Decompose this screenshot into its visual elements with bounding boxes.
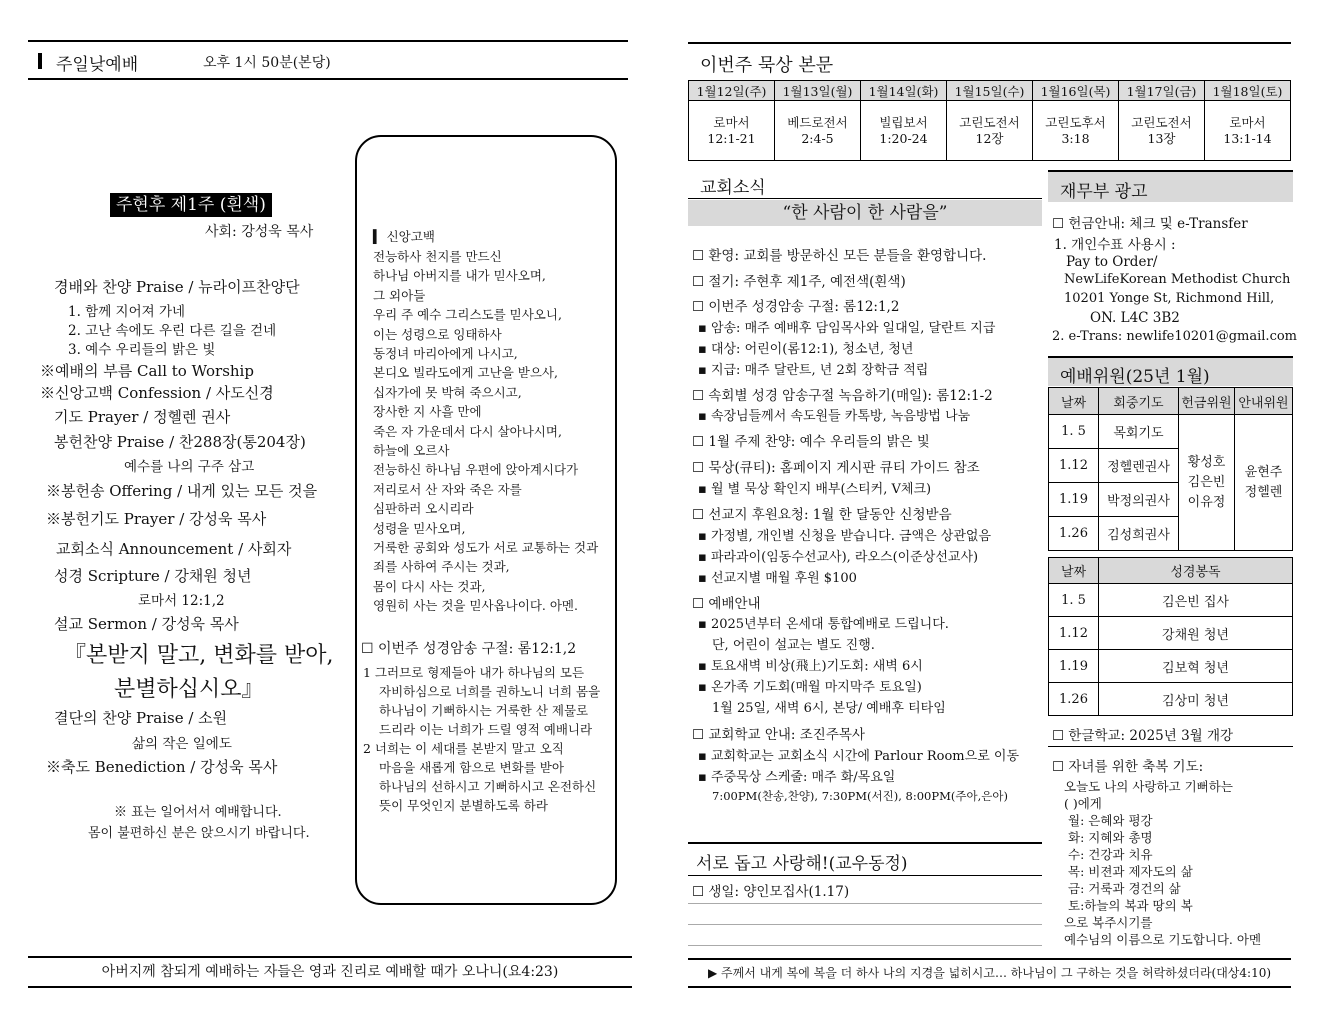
order-title: 주현후 제1주 (흰색) [110,193,272,217]
duty-date: 1.12 [1049,449,1099,483]
meditation-day: 1월13일(월) [775,81,861,101]
news-worship-bullet: ▪ 토요새벽 비상(飛上)기도회: 새벽 6시 [698,659,923,674]
bless-line: 화: 지혜와 총명 [1068,830,1153,845]
creed-title [373,227,435,245]
order-scripture: 성경 Scripture / 강채원 청년 [54,567,252,585]
finance-line: 1. 개인수표 사용시 : [1054,237,1176,253]
sermon-title-line2: 분별하십시오』 [114,677,264,702]
meditation-header [688,42,1291,82]
duty-col-header: 날짜 [1049,388,1099,415]
ref: 3:18 [1061,130,1090,146]
worship-time: 오후 1시 50분(본당) [203,55,331,71]
finance-line: Pay to Order/ [1066,254,1158,270]
creed-line: 본디오 빌라도에게 고난을 받으사, [373,365,558,381]
news-divider [688,198,1042,199]
meditation-day: 1월16일(목) [1033,81,1119,101]
creed-line: 하늘에 오르사 [373,443,450,458]
creed-line: 전능하신 하나님 우편에 앉아계시다가 [373,462,579,478]
ref: 13:1-14 [1223,130,1272,146]
reading-date: 1.12 [1049,617,1099,650]
creed-line: 거룩한 공회와 성도가 서로 교통하는 것과 [373,540,599,555]
book: 베드로전서 [787,114,848,130]
meditation-day: 1월17일(금) [1119,81,1205,101]
seated-note: 몸이 불편하신 분은 앉으시기 바랍니다. [88,826,310,841]
news-worship-note: 단, 어린이 설교는 별도 진행. [712,638,875,653]
bless-line: 예수님의 이름으로 기도합니다. 아멘 [1064,932,1262,947]
creed-line: 동정녀 마리아에게 나시고, [373,346,518,361]
creed-line: 죄를 사하여 주시는 것과, [373,559,510,575]
duty-offering: 김은빈 [1187,474,1226,490]
book: 고린도후서 [1045,114,1106,130]
order-hymn: 봉헌찬양 Praise / 찬288장(통204장) [54,433,306,451]
finance-line: ON. L4C 3B2 [1090,310,1180,326]
hangul-school: ☐ 한글학교: 2025년 3월 개강 [1052,728,1234,744]
news-mission-bullet: ▪ 가정별, 개인별 신청을 받습니다. 금액은 상관없음 [698,529,992,544]
meditation-title: 이번주 묵상 본문 [700,55,834,76]
duty-usher: 정헬렌 [1244,484,1283,500]
news-worship-bullet: ▪ 2025년부터 온세대 통합예배로 드립니다. [698,617,949,632]
memory-v2-line: 하나님의 선하시고 기뻐하시고 온전하신 [379,779,597,794]
memory-verse-head: ☐ 이번주 성경암송 구절: 롬12:1,2 [361,641,577,657]
duty-prayer: 박정의권사 [1099,483,1179,517]
bless-line: 토:하늘의 복과 땅의 복 [1068,898,1193,913]
meditation-day: 1월14일(화) [861,81,947,101]
worship-header [28,40,628,80]
duty-offering-cell [1179,415,1235,551]
reading-col-header: 날짜 [1049,558,1099,584]
decision-song: 삶의 작은 일에도 [132,736,232,752]
finance-title: 재무부 광고 [1060,182,1148,202]
praise-song-1: 1. 함께 지어져 가네 [68,304,186,320]
duty-prayer: 목회기도 [1099,415,1179,449]
meditation-day: 1월12일(주) [689,81,775,101]
duty-usher: 윤현주 [1244,464,1283,480]
order-offering: ※봉헌송 Offering / 내게 있는 모든 것을 [46,482,318,500]
memory-v1-line: 드리라 이는 너희가 드릴 영적 예배니라 [379,722,593,737]
news-theme: ☐ 1월 주제 찬양: 예수 우리들의 밝은 빛 [692,434,930,450]
praise-song-3: 3. 예수 우리들의 밝은 빛 [68,342,216,358]
reading-date: 1. 5 [1049,584,1099,617]
duty-offering: 이유정 [1187,494,1226,510]
duty-prayer: 정헬렌권사 [1099,449,1179,483]
meditation-text [1205,101,1291,161]
hymn-title: 예수를 나의 구주 삼고 [124,459,255,475]
news-memory-bullet: ▪ 지급: 매주 달란트, 년 2회 장학금 적립 [698,363,929,378]
blank-line [688,945,1042,946]
news-memory-bullet: ▪ 대상: 어린이(롬12:1), 청소년, 청년 [698,342,914,357]
news-worship-bullet: ▪ 온가족 기도회(매월 마지막주 토요일) [698,680,922,695]
right-footer-verse: ▶ 주께서 내게 복에 복을 더 하사 나의 지경을 넓히시고… 하나님이 그 구하는 것을 허락하셨더라(대상4:10) [688,958,1291,988]
news-qt: ☐ 묵상(큐티): 홈페이지 게시판 큐티 가이드 참조 [692,460,980,476]
ref: 12장 [975,130,1004,146]
memory-v1-line: 자비하심으로 너희를 권하노니 너희 몸을 [379,684,601,699]
duty-offering: 황성호 [1187,454,1226,470]
memory-v1-line: 1 그러므로 형제들아 내가 하나님의 모든 [363,665,585,680]
bless-line: 수: 건강과 치유 [1068,847,1153,862]
news-season: ☐ 절기: 주현후 제1주, 예전색(흰색) [692,274,906,290]
reading-date: 1.19 [1049,650,1099,683]
meditation-text [1033,101,1119,161]
creed-line: 영원히 사는 것을 믿사옵나이다. 아멘. [373,598,578,614]
news-school-bullet: ▪ 주중묵상 스케줄: 매주 화/목요일 [698,770,896,785]
news-worship-note: 1월 25일, 새벽 6시, 본당/ 예배후 티타임 [712,701,946,716]
standing-note: ※ 표는 일어서서 예배합니다. [114,805,282,820]
creed-line: 저리로서 산 자와 죽은 자를 [373,481,522,497]
creed-line: 죽은 자 가운데서 다시 살아나시며, [373,423,562,439]
ref: 2:4-5 [801,130,834,146]
duty-date: 1. 5 [1049,415,1099,449]
bless-line: 으로 복주시기를 [1064,915,1153,930]
news-school-bullet: ▪ 교회학교는 교회소식 시간에 Parlour Room으로 이동 [698,749,1020,764]
creed-line: 그 외아들 [373,287,426,303]
meditation-day: 1월15일(수) [947,81,1033,101]
reading-reader: 강채원 청년 [1099,617,1293,650]
duty-col-header: 안내위원 [1235,388,1293,415]
reading-reader: 김보혁 청년 [1099,650,1293,683]
blank-line [688,903,1042,904]
news-mission-bullet: ▪ 파라과이(임동수선교사), 라오스(이준상선교사) [698,550,979,565]
news-record: ☐ 속회별 성경 암송구절 녹음하기(매일): 롬12:1-2 [692,388,993,404]
news-school-note: 7:00PM(찬송,찬양), 7:30PM(서진), 8:00PM(주아,은아) [712,789,1008,803]
creed-title-text: 신앙고백 [386,229,435,244]
duty-date: 1.26 [1049,517,1099,551]
ref: 13장 [1147,130,1176,146]
duty-title: 예배위원(25년 1월) [1060,367,1210,387]
order-host: 사회: 강성욱 목사 [205,224,314,240]
bless-title: ☐ 자녀를 위한 축복 기도: [1052,759,1204,775]
praise-song-2: 2. 고난 속에도 우린 다른 길을 걷네 [68,323,277,339]
news-banner: “한 사람이 한 사람을” [688,200,1042,226]
order-call: ※예배의 부름 Call to Worship [40,362,254,380]
duty-usher-cell [1235,415,1293,551]
news-school: ☐ 교회학교 안내: 조진주목사 [692,727,865,743]
news-worship: ☐ 예배안내 [692,596,761,612]
reading-reader: 김은빈 집사 [1099,584,1293,617]
creed-line: 우리 주 예수 그리스도를 믿사오니, [373,307,562,323]
order-announce: 교회소식 Announcement / 사회자 [56,540,292,558]
duty-prayer: 김성희권사 [1099,517,1179,551]
news-memory: ☐ 이번주 성경암송 구절: 롬12:1,2 [692,299,900,315]
order-offering-prayer: ※봉헌기도 Prayer / 강성욱 목사 [46,510,267,528]
duty-date: 1.19 [1049,483,1099,517]
order-prayer: 기도 Prayer / 정헬렌 권사 [54,408,231,426]
help-title: 서로 돕고 사랑해!(교우동정) [696,854,908,874]
ref: 1:20-24 [879,130,928,146]
meditation-text [947,101,1033,161]
duty-header [1048,356,1293,386]
creed-line: 하나님 아버지를 내가 믿사오며, [373,268,546,284]
news-mission-bullet: ▪ 선교지별 매월 후원 $100 [698,571,857,586]
finance-line: ☐ 헌금안내: 체크 및 e-Transfer [1052,216,1248,232]
order-confession: ※신앙고백 Confession / 사도신경 [40,384,274,402]
memory-v2-line: 마음을 새롭게 함으로 변화를 받아 [379,760,564,775]
ref: 12:1-21 [707,130,756,146]
birthday-line: ☐ 생일: 양인모집사(1.17) [692,884,850,900]
reading-date: 1.26 [1049,683,1099,716]
order-benediction: ※축도 Benediction / 강성욱 목사 [46,758,278,776]
bless-line: ( )에게 [1064,796,1102,811]
meditation-table [688,80,1291,161]
book: 로마서 [713,114,750,130]
finance-header [1048,170,1293,202]
memory-v2-line: 2 너희는 이 세대를 본받지 말고 오직 [363,741,564,756]
order-praise: 경배와 찬양 Praise / 뉴라이프찬양단 [54,278,300,296]
order-sermon: 설교 Sermon / 강성욱 목사 [54,615,239,633]
creed-line: 이는 성령으로 잉태하사 [373,326,502,342]
left-footer-verse: 아버지께 참되게 예배하는 자들은 영과 진리로 예배할 때가 오나니(요4:23) [28,956,632,988]
book: 고린도전서 [959,114,1020,130]
meditation-text [861,101,947,161]
news-qt-bullet: ▪ 월 별 묵상 확인지 배부(스티커, V체크) [698,482,932,497]
creed-line: 심판하러 오시리라 [373,501,474,517]
reading-reader: 김상미 청년 [1099,683,1293,716]
news-memory-bullet: ▪ 암송: 매주 예배후 담임목사와 일대일, 달란트 지급 [698,321,996,336]
meditation-text [775,101,861,161]
finance-line: NewLifeKorean Methodist Church [1064,272,1291,287]
finance-line: 10201 Yonge St, Richmond Hill, [1064,291,1275,306]
news-mission: ☐ 선교지 후원요청: 1월 한 달동안 신청받음 [692,507,952,523]
news-record-bullet: ▪ 속장님들께서 속도원들 카톡방, 녹음방법 나눔 [698,409,971,424]
bless-line: 월: 은혜와 평강 [1068,813,1153,828]
bless-line: 금: 거룩과 경건의 삶 [1068,881,1181,896]
blank-line [688,924,1042,925]
book: 빌립보서 [879,114,928,130]
bless-line: 목: 비젼과 제자도의 삶 [1068,864,1193,879]
book: 고린도전서 [1131,114,1192,130]
news-title: 교회소식 [700,178,766,198]
duty-col-header: 회중기도 [1099,388,1179,415]
memory-v1-line: 하나님이 기뻐하시는 거룩한 산 제물로 [379,703,589,718]
creed-line: 몸이 다시 사는 것과, [373,578,486,594]
worship-title: 주일낮예배 [56,55,139,75]
creed-line: 십자가에 못 박혀 죽으시고, [373,384,522,400]
meditation-text [1119,101,1205,161]
bless-line: 오늘도 나의 사랑하고 기뻐하는 [1064,779,1233,794]
news-welcome: ☐ 환영: 교회를 방문하신 모든 분들을 환영합니다. [692,248,987,264]
creed-line: 성령을 믿사오며, [373,520,466,536]
duty-table [1048,387,1293,551]
reading-table [1048,557,1293,716]
meditation-day: 1월18일(토) [1205,81,1291,101]
header-bar-mark [38,53,42,69]
memory-v2-line: 뜻이 무엇인지 분별하도록 하라 [379,798,548,813]
reading-col-header: 성경봉독 [1099,558,1293,584]
scripture-ref: 로마서 12:1,2 [138,593,225,609]
order-decision: 결단의 찬양 Praise / 소원 [54,709,228,727]
help-header [688,842,1042,876]
book: 로마서 [1229,114,1266,130]
meditation-text [689,101,775,161]
creed-bullet-mark: ▍ [373,229,387,244]
duty-col-header: 헌금위원 [1179,388,1235,415]
creed-line: 장사한 지 사흘 만에 [373,404,482,420]
bless-divider [1048,746,1293,747]
creed-line: 전능하사 천지를 만드신 [373,249,502,264]
sermon-title-line1: 『본받지 말고, 변화를 받아, [64,643,334,668]
finance-line: 2. e-Trans: newlife10201@gmail.com [1052,329,1298,344]
